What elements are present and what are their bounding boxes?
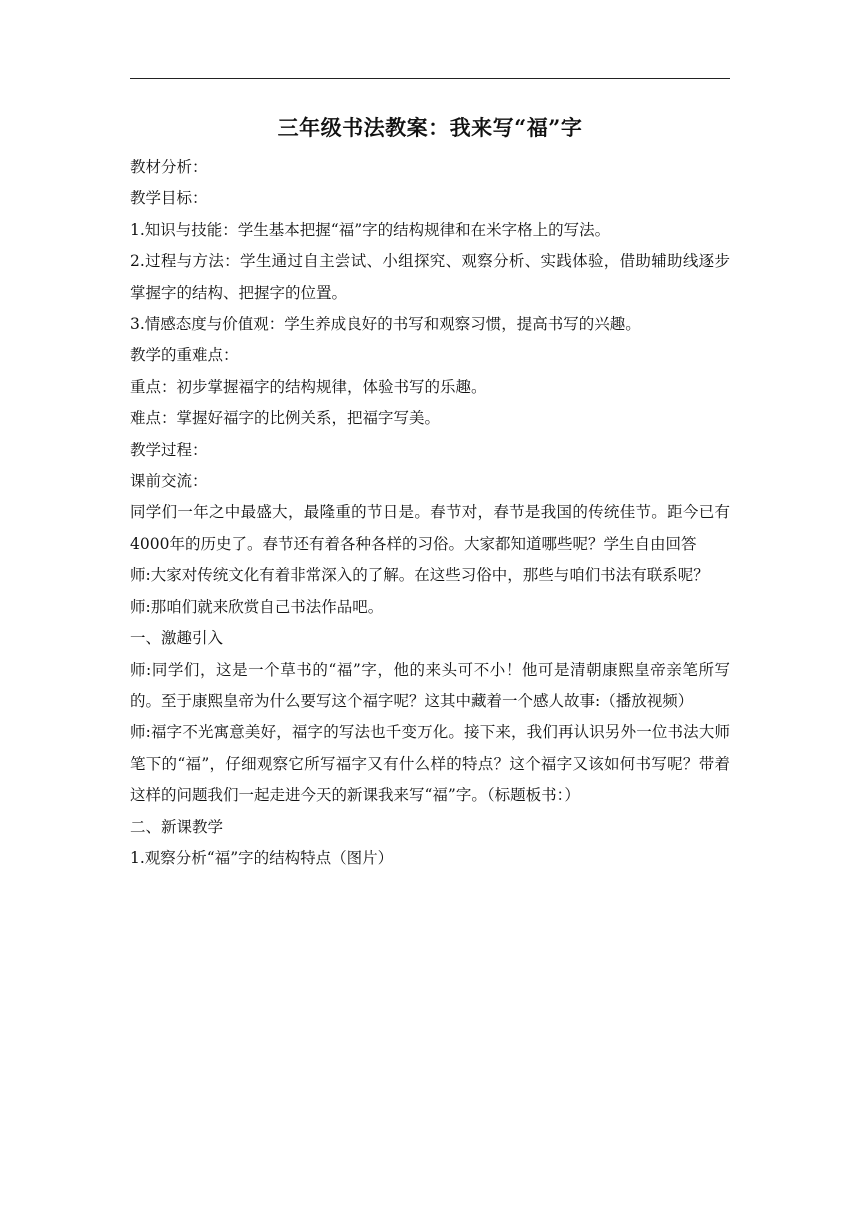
paragraph-teacher-appreciate: 师:那咱们就来欣赏自己书法作品吧。: [130, 597, 384, 616]
paragraph-key-difficult-points: 教学的重难点：: [130, 346, 239, 365]
paragraph-kangxi-fu: 师:同学们，这是一个草书的“福”字，他的来头可不小！他可是清朝康熙皇帝亲笔所写的。至于康熙皇帝为什么要写这个福字呢？这其中藏着一个感人故事:（播放视频）: [130, 660, 730, 710]
section-heading-introduction: 一、激趣引入: [130, 629, 224, 648]
section-heading-new-lesson: 二、新课教学: [130, 817, 224, 836]
paragraph-spring-festival: 同学们一年之中最盛大，最隆重的节日是。春节对，春节是我国的传统佳节。距今已有4000年的历史了。春节还有着各种各样的习俗。大家都知道哪些呢？学生自由回答: [130, 503, 730, 553]
paragraph-fu-variations: 师:福字不光寓意美好，福字的写法也千变万化。接下来，我们再认识另外一位书法大师笔下的“福”，仔细观察它所写福字又有什么样的特点？这个福字又该如何书写呢？带着这样的问题我们一起走进今天的新课我来写“福”字。（标题板书：）: [130, 723, 730, 805]
paragraph-difficult-point: 难点：掌握好福字的比例关系，把福字写美。: [130, 409, 441, 428]
paragraph-observe-structure: 1.观察分析“福”字的结构特点（图片）: [130, 848, 394, 867]
document-title: 三年级书法教案：我来写“福”字: [277, 115, 583, 140]
paragraph-goal-attitude: 3.情感态度与价值观：学生养成良好的书写和观察习惯，提高书写的兴趣。: [130, 315, 641, 334]
header-rule: [130, 78, 730, 79]
paragraph-teaching-process: 教学过程：: [130, 440, 208, 459]
paragraph-teacher-customs: 师:大家对传统文化有着非常深入的了解。在这些习俗中，那些与咱们书法有联系呢？: [130, 566, 709, 585]
paragraph-goal-process: 2.过程与方法：学生通过自主尝试、小组探究、观察分析、实践体验，借助辅助线逐步掌握字的结构、把握字的位置。: [130, 252, 730, 302]
paragraph-teaching-goals: 教学目标：: [130, 189, 208, 208]
paragraph-goal-knowledge: 1.知识与技能：学生基本把握“福”字的结构规律和在米字格上的写法。: [130, 220, 611, 239]
paragraph-key-point: 重点：初步掌握福字的结构规律，体验书写的乐趣。: [130, 377, 487, 396]
paragraph-pre-class-exchange: 课前交流：: [130, 472, 208, 491]
paragraph-material-analysis: 教材分析：: [130, 158, 208, 176]
document-body: [130, 152, 730, 874]
